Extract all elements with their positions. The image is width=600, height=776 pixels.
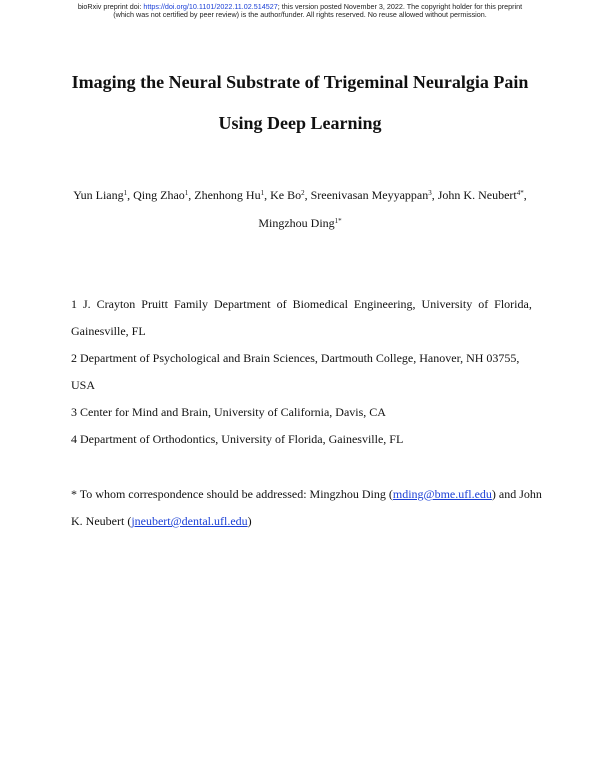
affiliation-1-word: Family — [173, 297, 208, 311]
author-name: Yun Liang — [73, 188, 124, 202]
correspondence-note-line-2 — [71, 513, 252, 529]
author-list-line-2 — [0, 215, 600, 231]
correspondence-mid: ) and John — [491, 487, 542, 501]
author — [133, 188, 194, 202]
banner-suffix: ; this version posted November 3, 2022. The copyright holder for this preprint — [277, 2, 523, 11]
affiliation-1-word: Pruitt — [141, 297, 168, 311]
author — [311, 188, 438, 202]
author-name: Ke Bo — [270, 188, 302, 202]
preprint-banner — [0, 3, 600, 19]
correspondence-line2-prefix: K. Neubert ( — [71, 514, 132, 528]
author-affiliation-marker: 3 — [428, 189, 432, 197]
affiliation-4: 4 Department of Orthodontics, University of Florida, Gainesville, FL — [71, 432, 404, 446]
author-affiliation-marker: 2 — [301, 189, 305, 197]
correspondence-prefix: * To whom correspondence should be addressed: Mingzhou Ding ( — [71, 487, 393, 501]
author-separator: , — [523, 188, 527, 202]
banner-line-2: (which was not certified by peer review) is the author/funder. All rights reserved. No reuse allowed without permission. — [113, 10, 487, 20]
author-name: Zhenhong Hu — [194, 188, 261, 202]
author-separator: , — [188, 188, 195, 202]
author-affiliation-marker: 1* — [334, 217, 342, 225]
author — [194, 188, 270, 202]
email-link-ding[interactable]: mding@bme.ufl.edu — [392, 487, 492, 501]
author-name: John K. Neubert — [437, 188, 517, 202]
author-affiliation-marker: 4* — [516, 189, 524, 197]
author-separator: , — [304, 188, 311, 202]
affiliation-1-word: Engineering, — [353, 297, 416, 311]
affiliation-1-word: 1 — [71, 297, 77, 311]
correspondence-note — [71, 486, 542, 502]
affiliation-2-line-2: USA — [71, 378, 96, 392]
doi-link[interactable]: https://doi.org/10.1101/2022.11.02.514527 — [143, 2, 278, 11]
author-list-line-1 — [0, 187, 600, 203]
affiliation-1 — [71, 296, 532, 312]
affiliation-1-word: Florida, — [494, 297, 532, 311]
affiliation-1-word: University — [421, 297, 473, 311]
author-name: Qing Zhao — [133, 188, 185, 202]
banner-prefix: bioRxiv preprint doi: — [77, 2, 144, 11]
email-link-neubert[interactable]: jneubert@dental.ufl.edu — [131, 514, 248, 528]
author-separator: , — [127, 188, 134, 202]
affiliation-1-word: Crayton — [96, 297, 136, 311]
author — [258, 216, 341, 230]
author — [73, 188, 133, 202]
author-affiliation-marker: 1 — [184, 189, 189, 197]
author — [270, 188, 311, 202]
paper-title-line-1: Imaging the Neural Substrate of Trigeminal Neuralgia Pain — [71, 72, 529, 92]
author-separator: , — [264, 188, 271, 202]
affiliation-1-word: of — [276, 297, 287, 311]
affiliation-1-word: Biomedical — [292, 297, 348, 311]
affiliation-1-line-2: Gainesville, FL — [71, 324, 146, 338]
affiliation-1-word: Department — [213, 297, 271, 311]
author-separator: , — [431, 188, 438, 202]
paper-title-line-2: Using Deep Learning — [218, 113, 382, 133]
affiliation-2: 2 Department of Psychological and Brain Sciences, Dartmouth College, Hanover, NH 03755, — [71, 351, 520, 365]
author-name: Sreenivasan Meyyappan — [310, 188, 429, 202]
author-affiliation-marker: 1 — [123, 189, 128, 197]
author-affiliation-marker: 1 — [260, 189, 265, 197]
affiliation-1-word: of — [478, 297, 489, 311]
affiliation-3: 3 Center for Mind and Brain, University of California, Davis, CA — [71, 405, 386, 419]
author-name: Mingzhou Ding — [258, 216, 335, 230]
author — [438, 188, 527, 202]
correspondence-line2-suffix: ) — [247, 514, 252, 528]
affiliation-1-word: J. — [82, 297, 91, 311]
